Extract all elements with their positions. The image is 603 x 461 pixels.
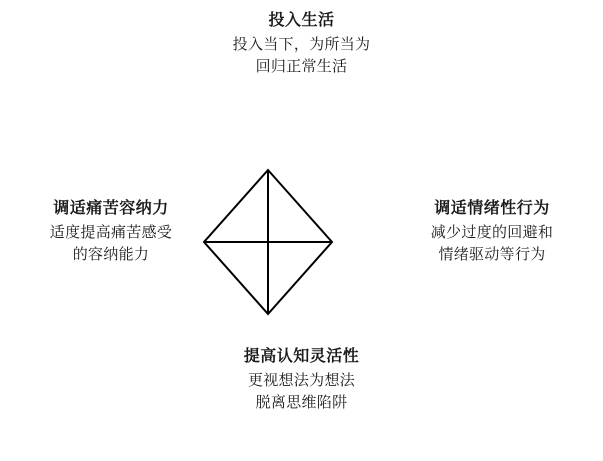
node-right-line-1: 减少过度的回避和 — [430, 223, 554, 242]
node-right-line-2: 情绪驱动等行为 — [438, 244, 546, 263]
node-left-title: 调适痛苦容纳力 — [53, 198, 169, 217]
node-top-title: 投入生活 — [268, 10, 335, 29]
node-right-description — [387, 222, 597, 266]
node-bottom-description — [0, 370, 603, 414]
node-left-description — [6, 222, 216, 266]
node-top-line-2: 回归正常生活 — [255, 56, 348, 75]
node-top — [0, 8, 603, 78]
node-right — [387, 196, 597, 266]
node-top-line-1: 投入当下，为所当为 — [232, 35, 371, 54]
node-top-description — [0, 34, 603, 78]
node-left-line-2: 的容纳能力 — [72, 244, 150, 263]
node-bottom-line-1: 更视想法为想法 — [247, 371, 356, 390]
node-right-title: 调适情绪性行为 — [434, 198, 550, 217]
node-bottom-title: 提高认知灵活性 — [243, 346, 360, 365]
node-left-line-1: 适度提高痛苦感受 — [49, 223, 173, 242]
node-bottom — [0, 344, 603, 414]
node-bottom-line-2: 脱离思维陷阱 — [255, 392, 348, 411]
node-left — [6, 196, 216, 266]
